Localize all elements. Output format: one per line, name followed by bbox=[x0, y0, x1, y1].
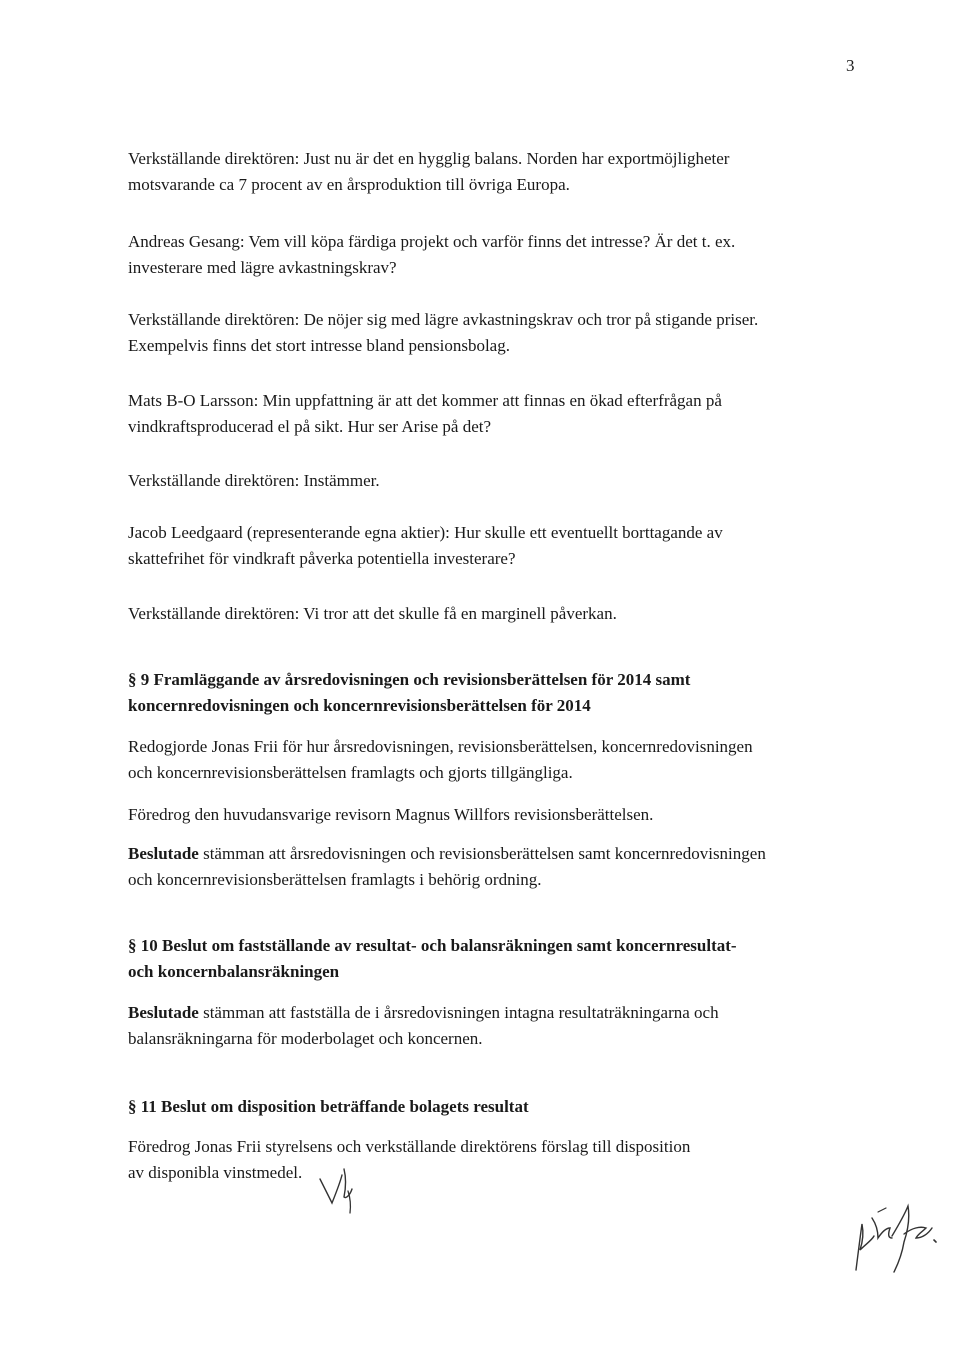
text-line: balansräkningarna för moderbolaget och koncernen. bbox=[128, 1029, 483, 1048]
section-9-paragraph-2 bbox=[128, 802, 868, 828]
text-line: Verkställande direktören: De nöjer sig med lägre avkastningskrav och tror på stigande priser. bbox=[128, 310, 759, 329]
heading-line: § 11 Beslut om disposition beträffande bolagets resultat bbox=[128, 1097, 529, 1116]
page-number: 3 bbox=[846, 56, 855, 75]
text-line: Mats B-O Larsson: Min uppfattning är att det kommer att finnas en ökad efterfrågan på bbox=[128, 391, 722, 410]
text-line: investerare med lägre avkastningskrav? bbox=[128, 258, 397, 277]
bold-keyword: Beslutade bbox=[128, 844, 199, 863]
text-line: motsvarande ca 7 procent av en årsproduktion till övriga Europa. bbox=[128, 175, 570, 194]
paragraph-ceo-marginal bbox=[128, 601, 868, 627]
paragraph-ceo-balance bbox=[128, 146, 868, 198]
text-line: Föredrog den huvudansvarige revisorn Magnus Willfors revisionsberättelsen. bbox=[128, 805, 654, 824]
initials-signature bbox=[316, 1163, 364, 1217]
text-line: Exempelvis finns det stort intresse bland pensionsbolag. bbox=[128, 336, 510, 355]
paragraph-gesang-question bbox=[128, 229, 868, 281]
text-run: stämman att fastställa de i årsredovisningen intagna resultaträkningarna och bbox=[198, 1003, 719, 1022]
paragraph-leedgaard-question bbox=[128, 520, 868, 572]
section-10-paragraph-1 bbox=[128, 1000, 868, 1052]
section-9-paragraph-3 bbox=[128, 841, 868, 893]
section-11-paragraph-1 bbox=[128, 1134, 868, 1186]
paragraph-ceo-agrees bbox=[128, 468, 868, 494]
paragraph-ceo-answer-investors bbox=[128, 307, 868, 359]
text-line: Redogjorde Jonas Frii för hur årsredovisningen, revisionsberättelsen, koncernredovisningen bbox=[128, 737, 753, 756]
section-9-heading bbox=[128, 667, 868, 719]
section-9-paragraph-1 bbox=[128, 734, 868, 786]
text-line: och koncernrevisionsberättelsen framlagts i behörig ordning. bbox=[128, 870, 542, 889]
heading-line: § 10 Beslut om fastställande av resultat- och balansräkningen samt koncernresultat- bbox=[128, 936, 737, 955]
section-10-heading bbox=[128, 933, 868, 985]
signature bbox=[842, 1198, 942, 1280]
text-line: och koncernrevisionsberättelsen framlagts och gjorts tillgängliga. bbox=[128, 763, 573, 782]
paragraph-larsson-question bbox=[128, 388, 868, 440]
text-line: Verkställande direktören: Vi tror att det skulle få en marginell påverkan. bbox=[128, 604, 617, 623]
text-line: Jacob Leedgaard (representerande egna aktier): Hur skulle ett eventuellt borttagande av bbox=[128, 523, 723, 542]
text-run: stämman att årsredovisningen och revisionsberättelsen samt koncernredovisningen bbox=[198, 844, 766, 863]
heading-line: koncernredovisningen och koncernrevisionsberättelsen för 2014 bbox=[128, 696, 591, 715]
text-line: vindkraftsproducerad el på sikt. Hur ser Arise på det? bbox=[128, 417, 492, 436]
section-11-heading bbox=[128, 1094, 868, 1120]
bold-keyword: Beslutade bbox=[128, 1003, 199, 1022]
heading-line: § 9 Framläggande av årsredovisningen och revisionsberättelsen för 2014 samt bbox=[128, 670, 691, 689]
text-line: Verkställande direktören: Instämmer. bbox=[128, 471, 380, 490]
text-line: Föredrog Jonas Frii styrelsens och verkställande direktörens förslag till disposition bbox=[128, 1137, 691, 1156]
heading-line: och koncernbalansräkningen bbox=[128, 962, 340, 981]
text-line: av disponibla vinstmedel. bbox=[128, 1163, 303, 1182]
text-line: Andreas Gesang: Vem vill köpa färdiga projekt och varför finns det intresse? Är det t. ex. bbox=[128, 232, 736, 251]
text-line: Verkställande direktören: Just nu är det en hygglig balans. Norden har exportmöjligheter bbox=[128, 149, 730, 168]
text-line: skattefrihet för vindkraft påverka potentiella investerare? bbox=[128, 549, 516, 568]
